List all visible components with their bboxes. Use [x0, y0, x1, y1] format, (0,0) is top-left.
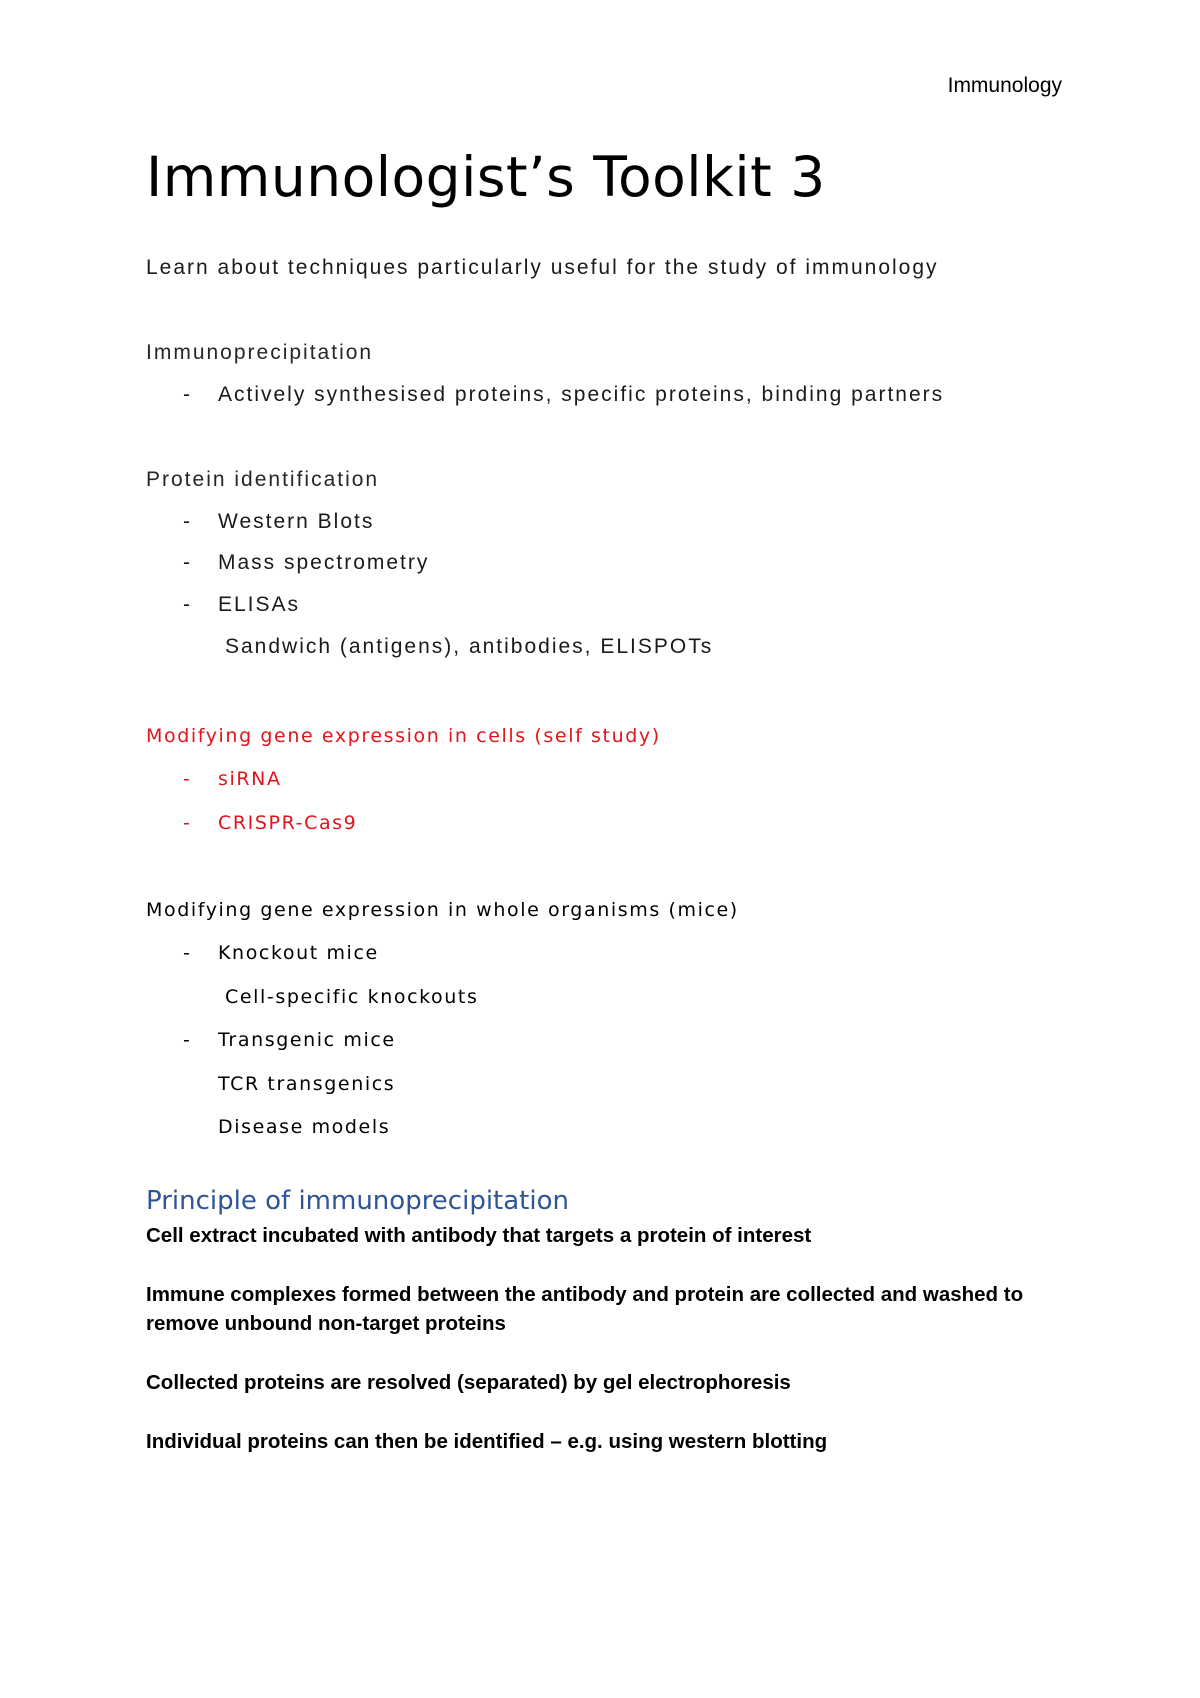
document-subtitle: Learn about techniques particularly useful for the study of immunology: [146, 256, 939, 279]
bullet-dash: -: [183, 551, 192, 574]
section-heading-protein-identification: Protein identification: [146, 468, 380, 491]
section-heading-principle: Principle of immunoprecipitation: [146, 1186, 569, 1216]
list-item: CRISPR-Cas9: [218, 812, 358, 834]
list-item: siRNA: [218, 768, 282, 790]
section-heading-modifying-cells: Modifying gene expression in cells (self study): [146, 725, 661, 747]
list-item: Mass spectrometry: [218, 551, 430, 574]
section-heading-modifying-organisms: Modifying gene expression in whole organisms (mice): [146, 899, 739, 921]
list-item: Western Blots: [218, 510, 375, 533]
document-title: Immunologist’s Toolkit 3: [146, 145, 826, 209]
list-sub-note: Disease models: [218, 1116, 391, 1138]
list-item: Knockout mice: [218, 942, 379, 964]
list-sub-note: TCR transgenics: [218, 1073, 396, 1095]
paragraph: Collected proteins are resolved (separated) by gel electrophoresis: [146, 1371, 791, 1394]
bullet-dash: -: [183, 510, 192, 533]
list-item: Transgenic mice: [218, 1029, 396, 1051]
page-header-label: Immunology: [947, 74, 1062, 97]
paragraph: Individual proteins can then be identified – e.g. using western blotting: [146, 1430, 828, 1453]
list-item: ELISAs: [218, 593, 301, 616]
paragraph: Cell extract incubated with antibody that targets a protein of interest: [146, 1224, 812, 1247]
bullet-dash: -: [183, 768, 192, 790]
list-item: Actively synthesised proteins, specific proteins, binding partners: [218, 383, 945, 406]
paragraph: Immune complexes formed between the antibody and protein are collected and washed to remove unbound non-target proteins: [146, 1283, 1024, 1335]
bullet-dash: -: [183, 942, 192, 964]
list-sub-note: Cell-specific knockouts: [225, 986, 479, 1008]
bullet-dash: -: [183, 593, 192, 616]
bullet-dash: -: [183, 1029, 192, 1051]
bullet-dash: -: [183, 383, 192, 406]
bullet-dash: -: [183, 812, 192, 834]
list-sub-note: Sandwich (antigens), antibodies, ELISPOTs: [225, 635, 714, 658]
section-heading-immunoprecipitation: Immunoprecipitation: [146, 341, 374, 364]
